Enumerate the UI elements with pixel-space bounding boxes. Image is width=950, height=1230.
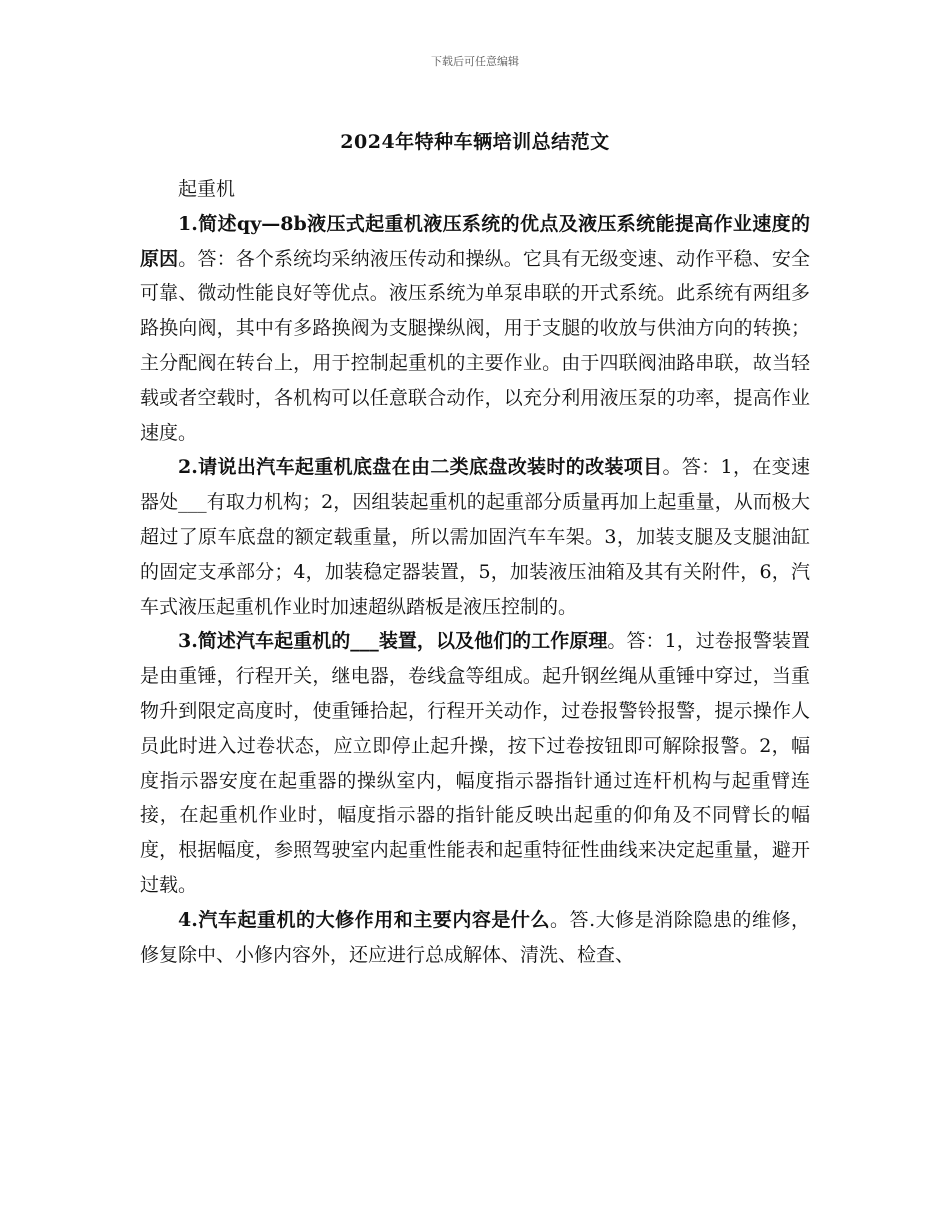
qa-item-2 — [140, 450, 810, 624]
document-body — [140, 172, 810, 972]
answer-3: 。答：1，过卷报警装置是由重锤，行程开关，继电器，卷线盒等组成。起升钢丝绳从重锤中穿过，当重物升到限定高度时，使重锤拾起，行程开关动作，过卷报警铃报警，提示操作人员此时进入过卷状态，应立即停止起升操，按下过卷按钮即可解除报警。2，幅度指示器安度在起重器的操纵室内，幅度指示器指针通过连杆机构与起重臂连接，在起重机作业时，幅度指示器的指针能反映出起重的仰角及不同臂长的幅度，根据幅度，参照驾驶室内起重性能表和起重特征性曲线来决定起重量，避开过载。 — [140, 630, 810, 896]
answer-2: 。答：1，在变速器处___有取力机构；2，因组装起重机的起重部分质量再加上起重量，从而极大超过了原车底盘的额定载重量，所以需加固汽车车架。3，加装支腿及支腿油缸的固定支承部分；4，加装稳定器装置，5，加装液压油箱及其有关附件，6，汽车式液压起重机作业时加速超纵踏板是液压控制的。 — [140, 456, 810, 618]
qa-item-3 — [140, 624, 810, 902]
qa-item-1 — [140, 207, 810, 451]
header-note: 下载后可任意编辑 — [431, 55, 519, 68]
question-2: 2.请说出汽车起重机底盘在由二类底盘改装时的改装项目 — [178, 456, 663, 479]
qa-item-4 — [140, 903, 810, 973]
answer-4: 。答.大修是消除隐患的维修，修复除中、小修内容外，还应进行总成解体、清洗、检查、 — [140, 908, 810, 966]
answer-1: 。答：各个系统均采纳液压传动和操纵。它具有无级变速、动作平稳、安全可靠、微动性能良好等优点。液压系统为单泵串联的开式系统。此系统有两组多路换向阀，其中有多路换阀为支腿操纵阀，用于支腿的收放与供油方向的转换；主分配阀在转台上，用于控制起重机的主要作业。由于四联阀油路串联，故当轻载或者空载时，各机构可以任意联合动作，以充分利用液压泵的功率，提高作业速度。 — [140, 247, 810, 444]
question-4: 4.汽车起重机的大修作用和主要内容是什么 — [178, 908, 550, 931]
document-title: 2024年特种车辆培训总结范文 — [340, 131, 610, 153]
question-1: 1.简述qy—8b液压式起重机液压系统的优点及液压系统能提高作业速度的原因 — [140, 212, 810, 270]
question-3: 3.简述汽车起重机的___装置，以及他们的工作原理 — [178, 630, 608, 653]
section-heading: 起重机 — [178, 178, 236, 200]
